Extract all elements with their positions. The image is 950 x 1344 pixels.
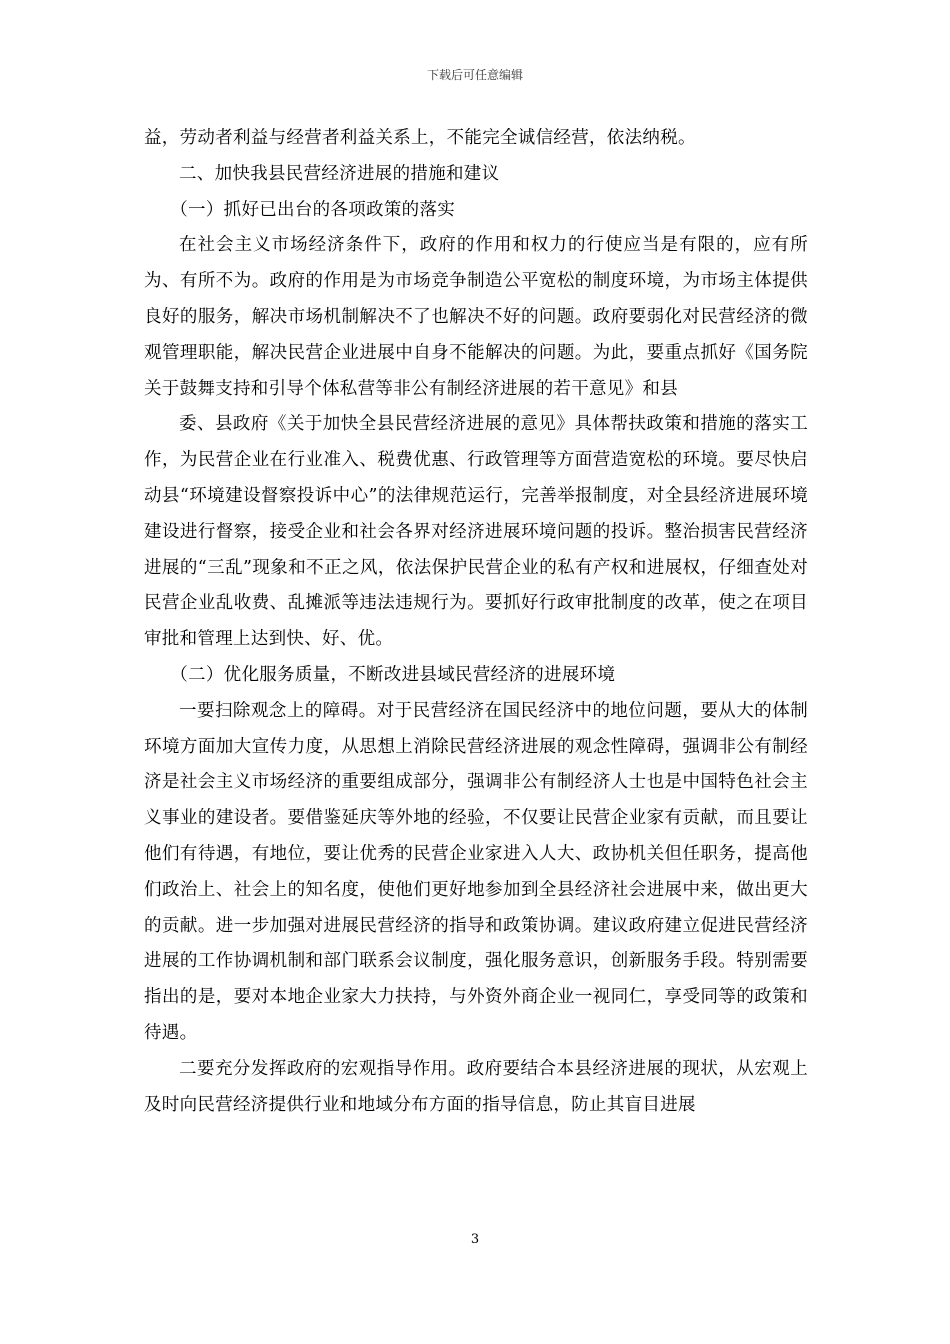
paragraph: 一要扫除观念上的障碍。对于民营经济在国民经济中的地位问题，要从大的体制环境方面加大宣传力度，从思想上消除民营经济进展的观念性障碍，强调非公有制经济是社会主义市场经济的重要组成部分，强调非公有制经济人士也是中国特色社会主义事业的建设者。要借鉴延庆等外地的经验，不仅要让民营企业家有贡献，而且要让他们有待遇，有地位，要让优秀的民营企业家进入人大、政协机关但任职务，提高他们政治上、社会上的知名度，使他们更好地参加到全县经济社会进展中来，做出更大的贡献。进一步加强对进展民营经济的指导和政策协调。建议政府建立促进民营经济进展的工作协调机制和部门联系会议制度，强化服务意识，创新服务手段。特别需要指出的是，要对本地企业家大力扶持，与外资外商企业一视同仁，享受同等的政策和待遇。 [144, 700, 808, 1043]
subsection-heading-1: （一）抓好已出台的各项政策的落实 [170, 199, 456, 220]
paragraph: 二要充分发挥政府的宏观指导作用。政府要结合本县经济进展的现状，从宏观上及时向民营经济提供行业和地域分布方面的指导信息，防止其盲目进展 [144, 1058, 808, 1115]
document-body [144, 121, 808, 1123]
paragraph: 在社会主义市场经济条件下，政府的作用和权力的行使应当是有限的，应有所为、有所不为。政府的作用是为市场竞争制造公平宽松的制度环境，为市场主体提供良好的服务，解决市场机制解决不了也解决不好的问题。政府要弱化对民营经济的微观管理职能，解决民营企业进展中自身不能解决的问题。为此，要重点抓好《国务院关于鼓舞支持和引导个体私营等非公有制经济进展的若干意见》和县 [144, 235, 808, 399]
paragraph-continuation: 益，劳动者利益与经营者利益关系上，不能完全诚信经营，依法纳税。 [144, 128, 696, 148]
section-heading: 二、加快我县民营经济进展的措施和建议 [179, 163, 500, 184]
page-number: 3 [470, 1232, 480, 1247]
page-header: 下载后可任意编辑 [426, 68, 523, 82]
subsection-heading-2: （二）优化服务质量，不断改进县域民营经济的进展环境 [170, 664, 616, 685]
paragraph: 委、县政府《关于加快全县民营经济进展的意见》具体帮扶政策和措施的落实工作，为民营企业在行业准入、税费优惠、行政管理等方面营造宽松的环境。要尽快启动县“环境建设督察投诉中心”的法律规范运行，完善举报制度，对全县经济进展环境建设进行督察，接受企业和社会各界对经济进展环境问题的投诉。整治损害民营经济进展的“三乱”现象和不正之风，依法保护民营企业的私有产权和进展权，仔细查处对民营企业乱收费、乱摊派等违法违规行为。要抓好行政审批制度的改革，使之在项目审批和管理上达到快、好、优。 [144, 414, 808, 650]
